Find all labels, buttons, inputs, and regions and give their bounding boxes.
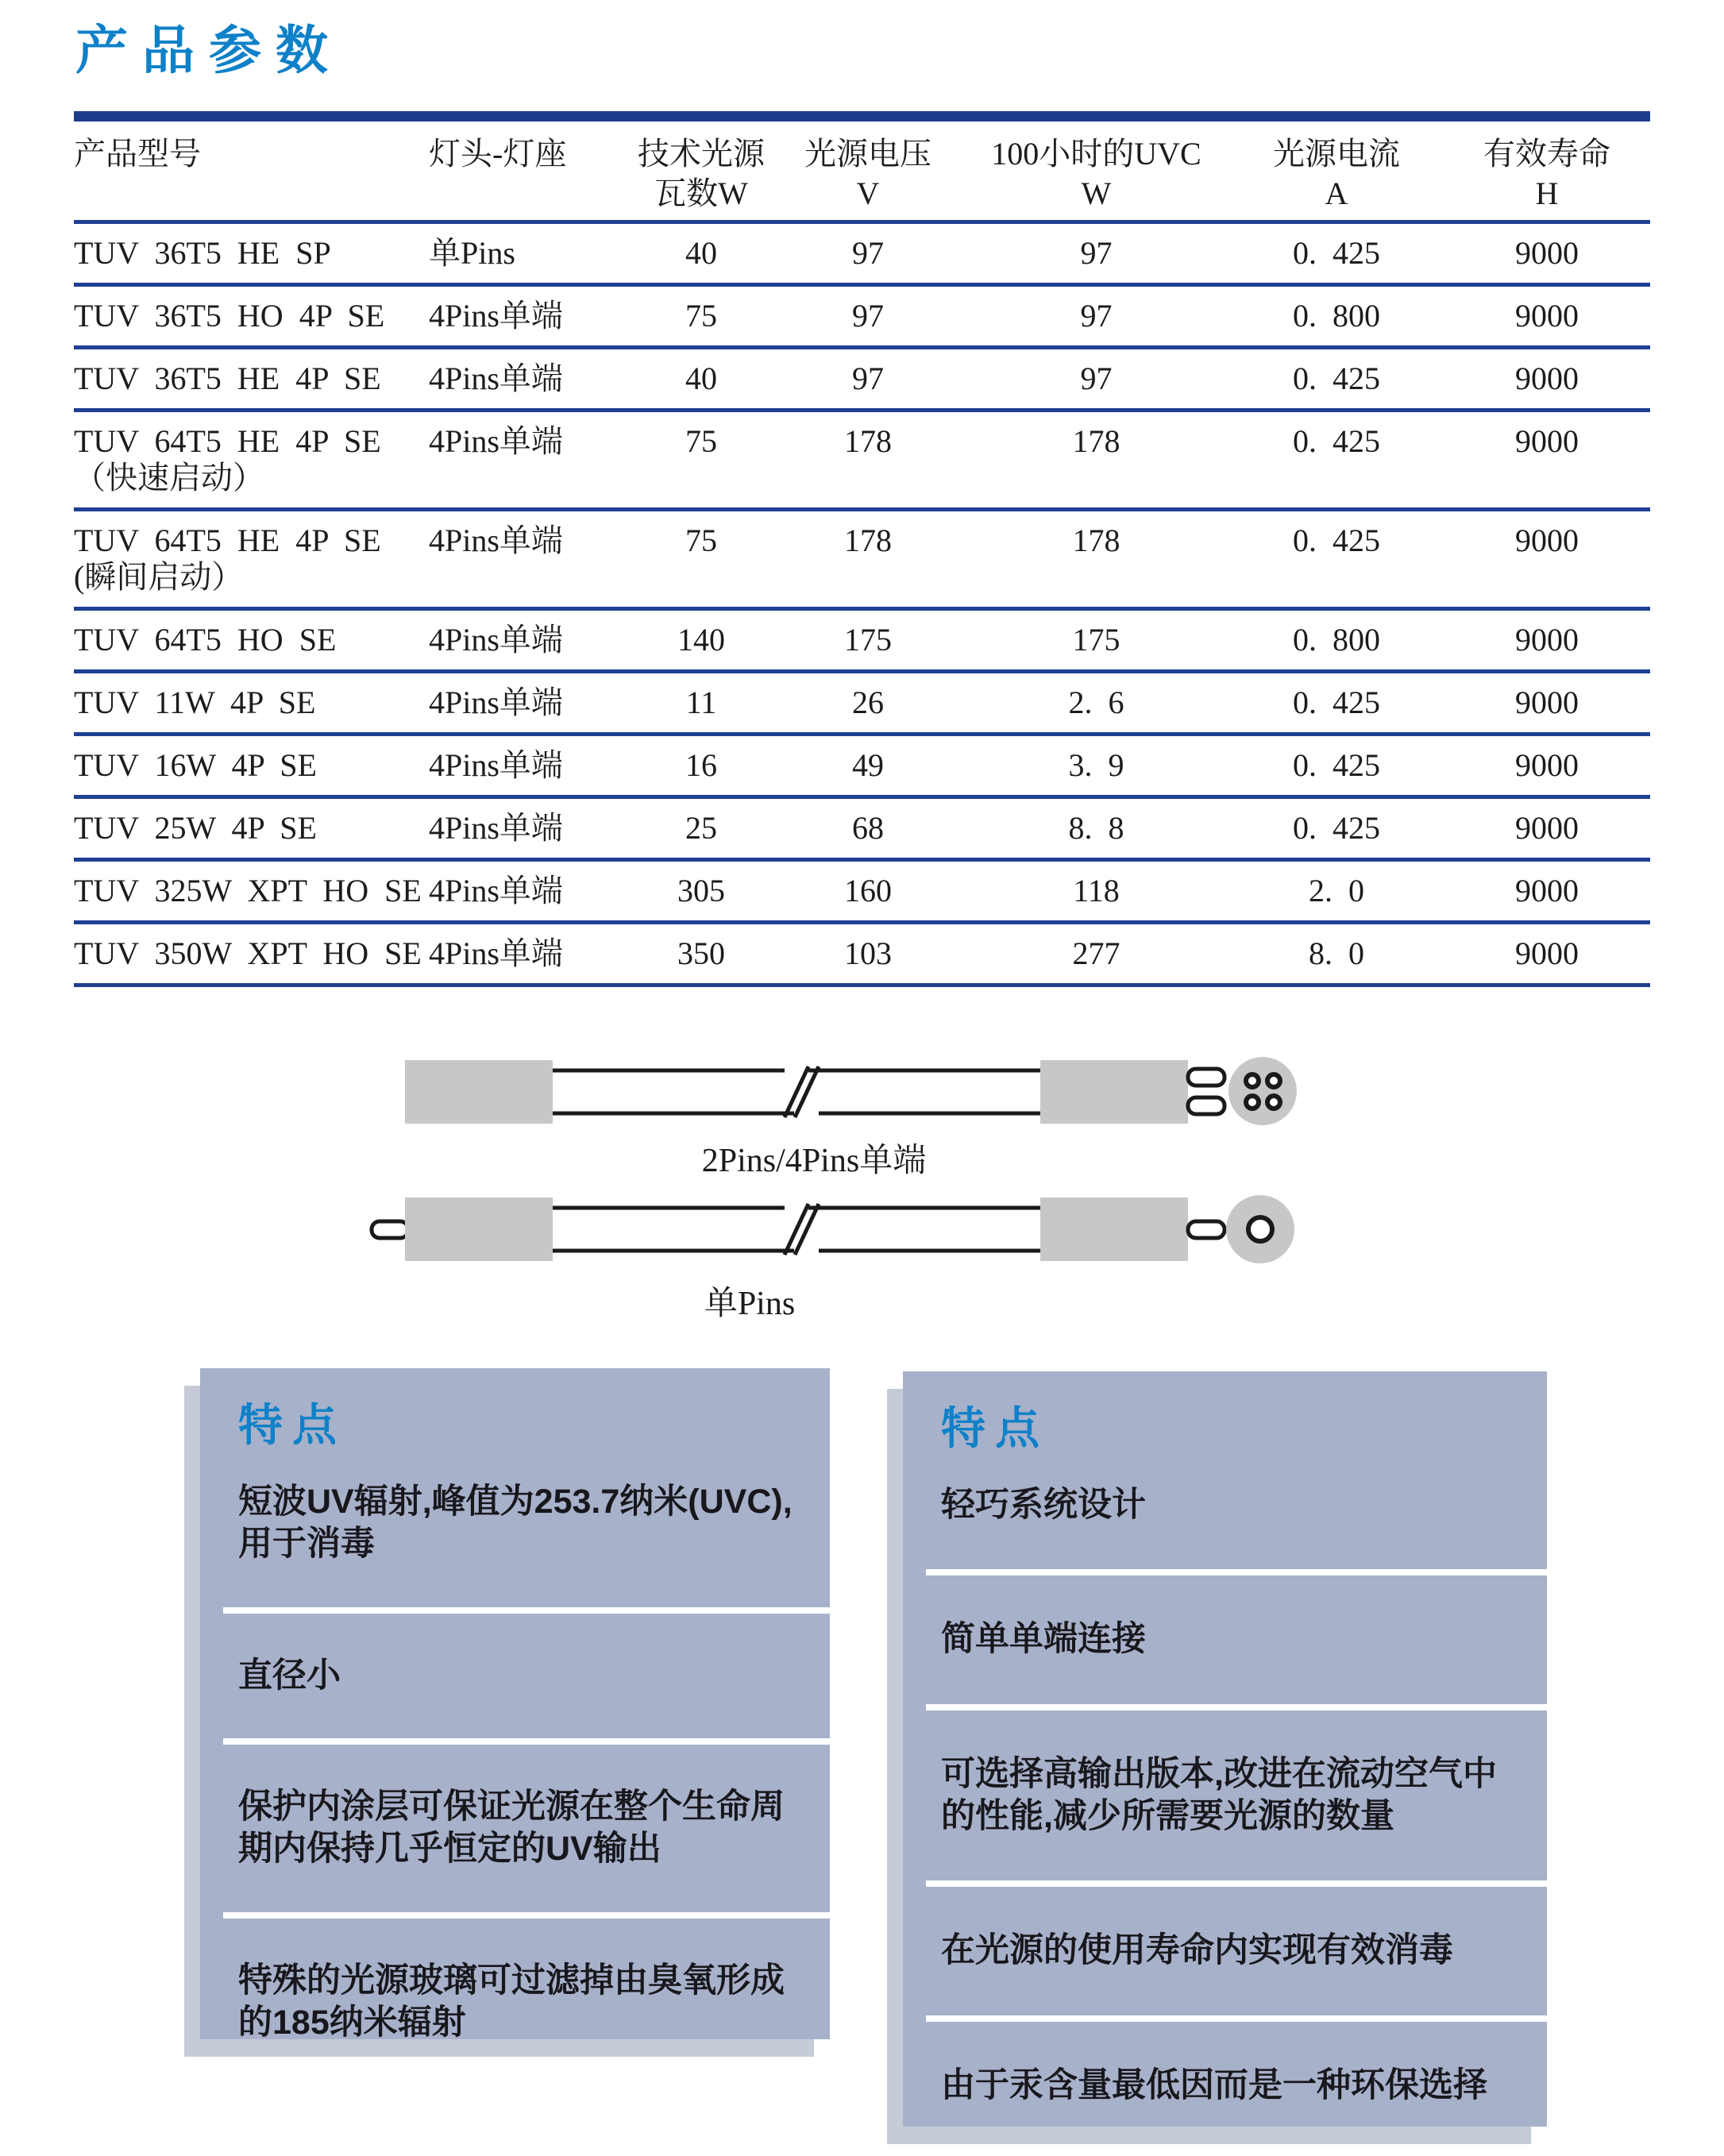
table-row xyxy=(74,609,1650,672)
feature-separator xyxy=(223,1607,830,1614)
column-header-3 xyxy=(773,121,963,222)
column-header-5 xyxy=(1229,121,1444,222)
feature-item: 由于汞含量最低因而是一种环保选择 xyxy=(941,2065,1487,2104)
cell-life: 9000 xyxy=(1444,672,1650,735)
column-header-line: 灯头-灯座 xyxy=(429,136,567,172)
table-row xyxy=(74,735,1650,797)
feature-separator xyxy=(223,1912,830,1919)
model-line: TUV 16W 4P SE xyxy=(74,747,317,783)
feature-separator xyxy=(223,1738,830,1745)
table-row xyxy=(74,923,1650,985)
cell-base: 4Pins单端 xyxy=(429,510,630,609)
model-line: TUV 36T5 HO 4P SE xyxy=(74,298,385,334)
cell-voltage: 178 xyxy=(773,510,963,609)
features-heading-left: 特点 xyxy=(238,1400,346,1450)
lamp1-right-cap xyxy=(1040,1060,1188,1124)
feature-separator xyxy=(926,1880,1547,1887)
column-header-line: A xyxy=(1325,175,1348,211)
cell-life: 9000 xyxy=(1444,222,1650,285)
cell-watt: 75 xyxy=(630,411,773,510)
column-header-1 xyxy=(429,121,630,222)
column-header-line: 产品型号 xyxy=(74,136,201,172)
cell-model xyxy=(74,285,429,348)
model-line: TUV 350W XPT HO SE xyxy=(74,935,422,971)
cell-base: 4Pins单端 xyxy=(429,735,630,797)
table-row xyxy=(74,510,1650,609)
cell-uvc: 178 xyxy=(963,411,1229,510)
table-row xyxy=(74,672,1650,735)
feature-item: 在光源的使用寿命内实现有效消毒 xyxy=(941,1931,1453,1970)
cell-base: 4Pins单端 xyxy=(429,285,630,348)
lamp1-label: 2Pins/4Pins单端 xyxy=(701,1143,927,1179)
cell-voltage: 160 xyxy=(773,860,963,923)
lamp1-left-cap xyxy=(405,1060,553,1124)
cell-model xyxy=(74,510,429,609)
lamp2-end-view xyxy=(1226,1195,1294,1263)
cell-base: 4Pins单端 xyxy=(429,411,630,510)
cell-base: 4Pins单端 xyxy=(429,348,630,411)
cell-base: 4Pins单端 xyxy=(429,672,630,735)
cell-watt: 40 xyxy=(630,348,773,411)
cell-base: 4Pins单端 xyxy=(429,923,630,985)
lamp2-right-cap xyxy=(1040,1198,1188,1261)
page-title: 产品参数 xyxy=(75,21,342,79)
cell-model xyxy=(74,735,429,797)
lamp2-tube xyxy=(553,1204,1040,1255)
model-line: TUV 11W 4P SE xyxy=(74,685,316,720)
feature-item: 短波UV辐射,峰值为253.7纳米(UVC),用于消毒 xyxy=(238,1483,793,1564)
cell-voltage: 178 xyxy=(773,411,963,510)
lamp-diagrams xyxy=(349,1040,1350,1358)
column-header-4 xyxy=(963,121,1229,222)
features-list-right xyxy=(903,1484,1547,2107)
lamp1-pins xyxy=(1188,1069,1225,1114)
cell-voltage: 26 xyxy=(773,672,963,735)
cell-current: 0. 425 xyxy=(1229,735,1444,797)
column-header-line: 技术光源 xyxy=(638,136,765,172)
table-row xyxy=(74,411,1650,510)
cell-watt: 305 xyxy=(630,860,773,923)
feature-item: 保护内涂层可保证光源在整个生命周期内保持几乎恒定的UV输出 xyxy=(238,1787,785,1869)
cell-voltage: 175 xyxy=(773,609,963,672)
model-line: TUV 64T5 HO SE xyxy=(74,622,337,658)
cell-model xyxy=(74,923,429,985)
table-header-row xyxy=(74,121,1650,222)
model-line: TUV 64T5 HE 4P SE xyxy=(74,423,381,459)
cell-watt: 16 xyxy=(630,735,773,797)
table-row xyxy=(74,860,1650,923)
cell-model xyxy=(74,222,429,285)
cell-uvc: 118 xyxy=(963,860,1229,923)
cell-base: 单Pins xyxy=(429,222,630,285)
model-line: TUV 36T5 HE SP xyxy=(74,235,331,271)
cell-voltage: 49 xyxy=(773,735,963,797)
cell-base: 4Pins单端 xyxy=(429,797,630,860)
lamp2-left-cap xyxy=(405,1198,553,1261)
cell-base: 4Pins单端 xyxy=(429,860,630,923)
cell-current: 0. 800 xyxy=(1229,609,1444,672)
cell-uvc: 2. 6 xyxy=(963,672,1229,735)
column-header-2 xyxy=(630,121,773,222)
cell-uvc: 97 xyxy=(963,222,1229,285)
cell-watt: 75 xyxy=(630,510,773,609)
cell-voltage: 97 xyxy=(773,348,963,411)
feature-item: 轻巧系统设计 xyxy=(941,1486,1146,1524)
lamp2-label: 单Pins xyxy=(704,1286,796,1322)
lamp-single-pin-diagram xyxy=(372,1195,1294,1322)
column-header-line: 100小时的UVC xyxy=(991,136,1201,172)
cell-watt: 11 xyxy=(630,672,773,735)
cell-voltage: 97 xyxy=(773,222,963,285)
cell-life: 9000 xyxy=(1444,923,1650,985)
lamp1-end-view xyxy=(1228,1057,1297,1125)
cell-model xyxy=(74,797,429,860)
cell-life: 9000 xyxy=(1444,609,1650,672)
cell-watt: 40 xyxy=(630,222,773,285)
cell-current: 0. 425 xyxy=(1229,510,1444,609)
column-header-line: 光源电压 xyxy=(804,136,931,172)
cell-life: 9000 xyxy=(1444,285,1650,348)
cell-model xyxy=(74,609,429,672)
cell-life: 9000 xyxy=(1444,735,1650,797)
cell-watt: 140 xyxy=(630,609,773,672)
model-line: (瞬间启动） xyxy=(74,559,244,595)
cell-base: 4Pins单端 xyxy=(429,609,630,672)
column-header-6 xyxy=(1444,121,1650,222)
cell-current: 0. 425 xyxy=(1229,797,1444,860)
cell-life: 9000 xyxy=(1444,411,1650,510)
feature-item: 可选择高输出版本,改进在流动空气中的性能,减少所需要光源的数量 xyxy=(941,1754,1497,1835)
cell-current: 0. 425 xyxy=(1229,411,1444,510)
lamp2-right-pin xyxy=(1188,1221,1225,1238)
cell-uvc: 8. 8 xyxy=(963,797,1229,860)
column-header-line: 光源电流 xyxy=(1273,136,1400,172)
features-heading-right: 特点 xyxy=(941,1403,1049,1453)
column-header-line: 瓦数W xyxy=(654,175,748,211)
cell-watt: 75 xyxy=(630,285,773,348)
feature-separator xyxy=(926,1569,1547,1576)
feature-separator xyxy=(926,1704,1547,1711)
cell-current: 0. 425 xyxy=(1229,222,1444,285)
cell-life: 9000 xyxy=(1444,348,1650,411)
cell-uvc: 178 xyxy=(963,510,1229,609)
cell-watt: 25 xyxy=(630,797,773,860)
feature-item: 特殊的光源玻璃可过滤掉由臭氧形成的185纳米辐射 xyxy=(238,1961,785,2039)
cell-uvc: 97 xyxy=(963,348,1229,411)
model-line: （快速启动） xyxy=(74,460,264,496)
cell-life: 9000 xyxy=(1444,860,1650,923)
table-row xyxy=(74,285,1650,348)
model-line: TUV 25W 4P SE xyxy=(74,810,317,846)
lamp-four-pin-diagram xyxy=(405,1057,1297,1179)
features-panel-right xyxy=(903,1371,1547,2127)
features-panel-left xyxy=(200,1368,830,2039)
feature-item: 直径小 xyxy=(238,1656,341,1695)
column-header-0 xyxy=(74,121,429,222)
model-line: TUV 36T5 HE 4P SE xyxy=(74,361,381,396)
cell-voltage: 68 xyxy=(773,797,963,860)
cell-current: 2. 0 xyxy=(1229,860,1444,923)
column-header-line: H xyxy=(1535,175,1559,211)
cell-watt: 350 xyxy=(630,923,773,985)
lamp2-left-pin xyxy=(372,1221,408,1238)
feature-separator xyxy=(926,2015,1547,2022)
cell-current: 0. 425 xyxy=(1229,348,1444,411)
cell-model xyxy=(74,411,429,510)
cell-model xyxy=(74,348,429,411)
product-table-container xyxy=(74,121,1650,987)
column-header-line: 有效寿命 xyxy=(1483,136,1610,172)
table-row xyxy=(74,797,1650,860)
cell-voltage: 97 xyxy=(773,285,963,348)
cell-voltage: 103 xyxy=(773,923,963,985)
cell-model xyxy=(74,672,429,735)
cell-life: 9000 xyxy=(1444,510,1650,609)
cell-uvc: 277 xyxy=(963,923,1229,985)
model-line: TUV 325W XPT HO SE xyxy=(74,873,422,908)
model-line: TUV 64T5 HE 4P SE xyxy=(74,523,381,558)
cell-uvc: 3. 9 xyxy=(963,735,1229,797)
cell-uvc: 97 xyxy=(963,285,1229,348)
product-spec-table xyxy=(74,121,1650,987)
column-header-line: W xyxy=(1081,175,1112,211)
table-row xyxy=(74,348,1650,411)
cell-current: 0. 425 xyxy=(1229,672,1444,735)
feature-item: 简单单端连接 xyxy=(941,1620,1146,1659)
lamp1-tube xyxy=(553,1066,1040,1117)
cell-uvc: 175 xyxy=(963,609,1229,672)
column-header-line: V xyxy=(856,175,880,211)
cell-life: 9000 xyxy=(1444,797,1650,860)
features-list-left xyxy=(200,1481,830,2039)
table-row xyxy=(74,222,1650,285)
title-underline-bar xyxy=(74,111,1650,121)
cell-model xyxy=(74,860,429,923)
cell-current: 0. 800 xyxy=(1229,285,1444,348)
cell-current: 8. 0 xyxy=(1229,923,1444,985)
